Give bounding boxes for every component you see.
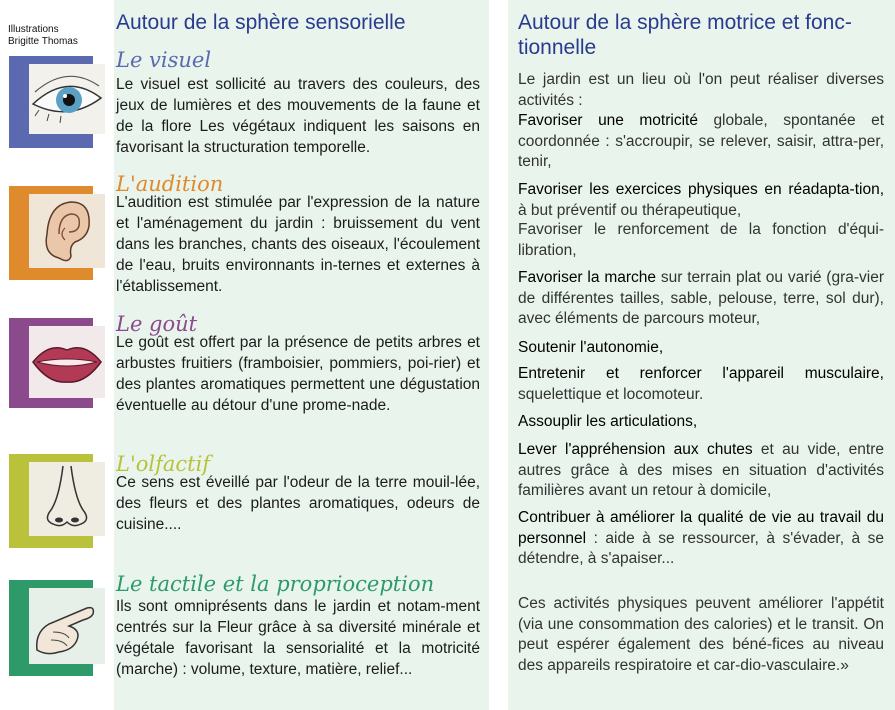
motor-item-bold: Lever l'appréhension aux chutes: [518, 441, 753, 458]
motor-item: [518, 412, 884, 433]
motor-item-rest: sur terrain plat ou varié (gra-vier de différentes tailles, sable, pelouse, terre, sol dur), avec éléments de parcours moteur,: [518, 269, 884, 327]
motor-item-rest: squelettique et locomoteur.: [518, 385, 704, 403]
motor-item: [518, 180, 884, 221]
tactile-title: Le tactile et la proprioception: [116, 572, 435, 596]
motor-item-rest: globale, spontanée et coordonnée : s'accroupir, se relever, saisir, attra-per, tenir,: [518, 112, 884, 170]
motor-item-bold: Entretenir et renforcer l'appareil musculaire,: [518, 365, 884, 382]
tactile-text: Ils sont omniprésents dans le jardin et notam-ment centrés sur la Fleur grâce à sa diversité minérale et végétale favorisant la sensorialité et la motricité (marche) : volume, texture, matière, relief...: [116, 598, 480, 678]
motor-item-rest: à but préventif ou thérapeutique,: [518, 201, 742, 219]
hand-illustration: [9, 580, 105, 676]
motor-item-rest: : aide à se ressourcer, à s'évader, à se détendre, à s'apaiser...: [518, 529, 884, 567]
motor-item: [518, 220, 884, 261]
gout-text: Le goût est offert par la présence de petits arbres et arbustes fruitiers (framboisier, pommiers, poi-rier) et des plantes aromatiques permettent une dégustation éventuelle au détour d'une prome-nade.: [116, 334, 480, 414]
sensory-heading: Autour de la sphère sensorielle: [116, 11, 406, 34]
credit-line-2: Brigitte Thomas: [8, 36, 78, 47]
motor-item-bold: Favoriser les exercices physiques en réadapta-tion,: [518, 181, 884, 198]
audition-title: L'audition: [116, 172, 224, 196]
motor-item-bold: Soutenir l'autonomie,: [518, 339, 664, 356]
motor-heading: Autour de la sphère motrice et fonc-tionnelle: [518, 11, 852, 59]
visuel-title: Le visuel: [116, 48, 212, 72]
motor-item-rest: et au vide, entre autres grâce à des mises en situation d'activités familières avant un retour à domicile,: [518, 441, 884, 499]
audition-text: L'audition est stimulée par l'expression de la nature et l'aménagement du jardin : bruissement du vent dans les branches, chants des oiseaux, l'écoulement de l'eau, bruits environnants in-ternes et externes à l'établissement.: [116, 194, 480, 295]
ear-illustration: [9, 186, 105, 280]
motor-item: [518, 268, 884, 330]
eye-illustration: [9, 56, 105, 148]
motor-item: [518, 508, 884, 570]
motor-item-bold: Contribuer à améliorer la qualité de vie au travail du personnel: [518, 509, 884, 547]
motor-item: [518, 440, 884, 502]
motor-intro: Le jardin est un lieu où l'on peut réaliser diverses activités :: [518, 71, 884, 109]
motor-item-bold: Assouplir les articulations,: [518, 413, 698, 430]
visuel-text: Le visuel est sollicité au travers des couleurs, des jeux de lumières et des mouvements de la faune et de la flore Les végétaux indiquent les saisons en favorisant la structuration temporelle.: [116, 76, 480, 156]
gout-title: Le goût: [116, 312, 198, 336]
motor-item-bold: Favoriser la marche: [518, 269, 657, 286]
motor-item-bold: Favoriser une motricité: [518, 112, 698, 129]
motor-item-rest: Favoriser le renforcement de la fonction d'équi-libration,: [518, 221, 884, 259]
motor-closing: Ces activités physiques peuvent améliorer l'appétit (via une consommation des calories) et le transit. On peut espérer également des béné-fices au niveau des appareils respiratoire et car-dio-vasculaire.»: [518, 595, 884, 674]
credit-line-1: Illustrations: [8, 24, 59, 35]
olfactif-title: L'olfactif: [116, 452, 211, 476]
lips-illustration: [9, 318, 105, 408]
illustration-credit: [8, 24, 78, 48]
motor-item: [518, 338, 884, 359]
nose-illustration: [9, 454, 105, 548]
olfactif-text: Ce sens est éveillé par l'odeur de la terre mouil-lée, des fleurs et des plantes aromatiques, odeurs de cuisine....: [116, 474, 480, 533]
motor-item: [518, 364, 884, 405]
motor-item: [518, 111, 884, 173]
